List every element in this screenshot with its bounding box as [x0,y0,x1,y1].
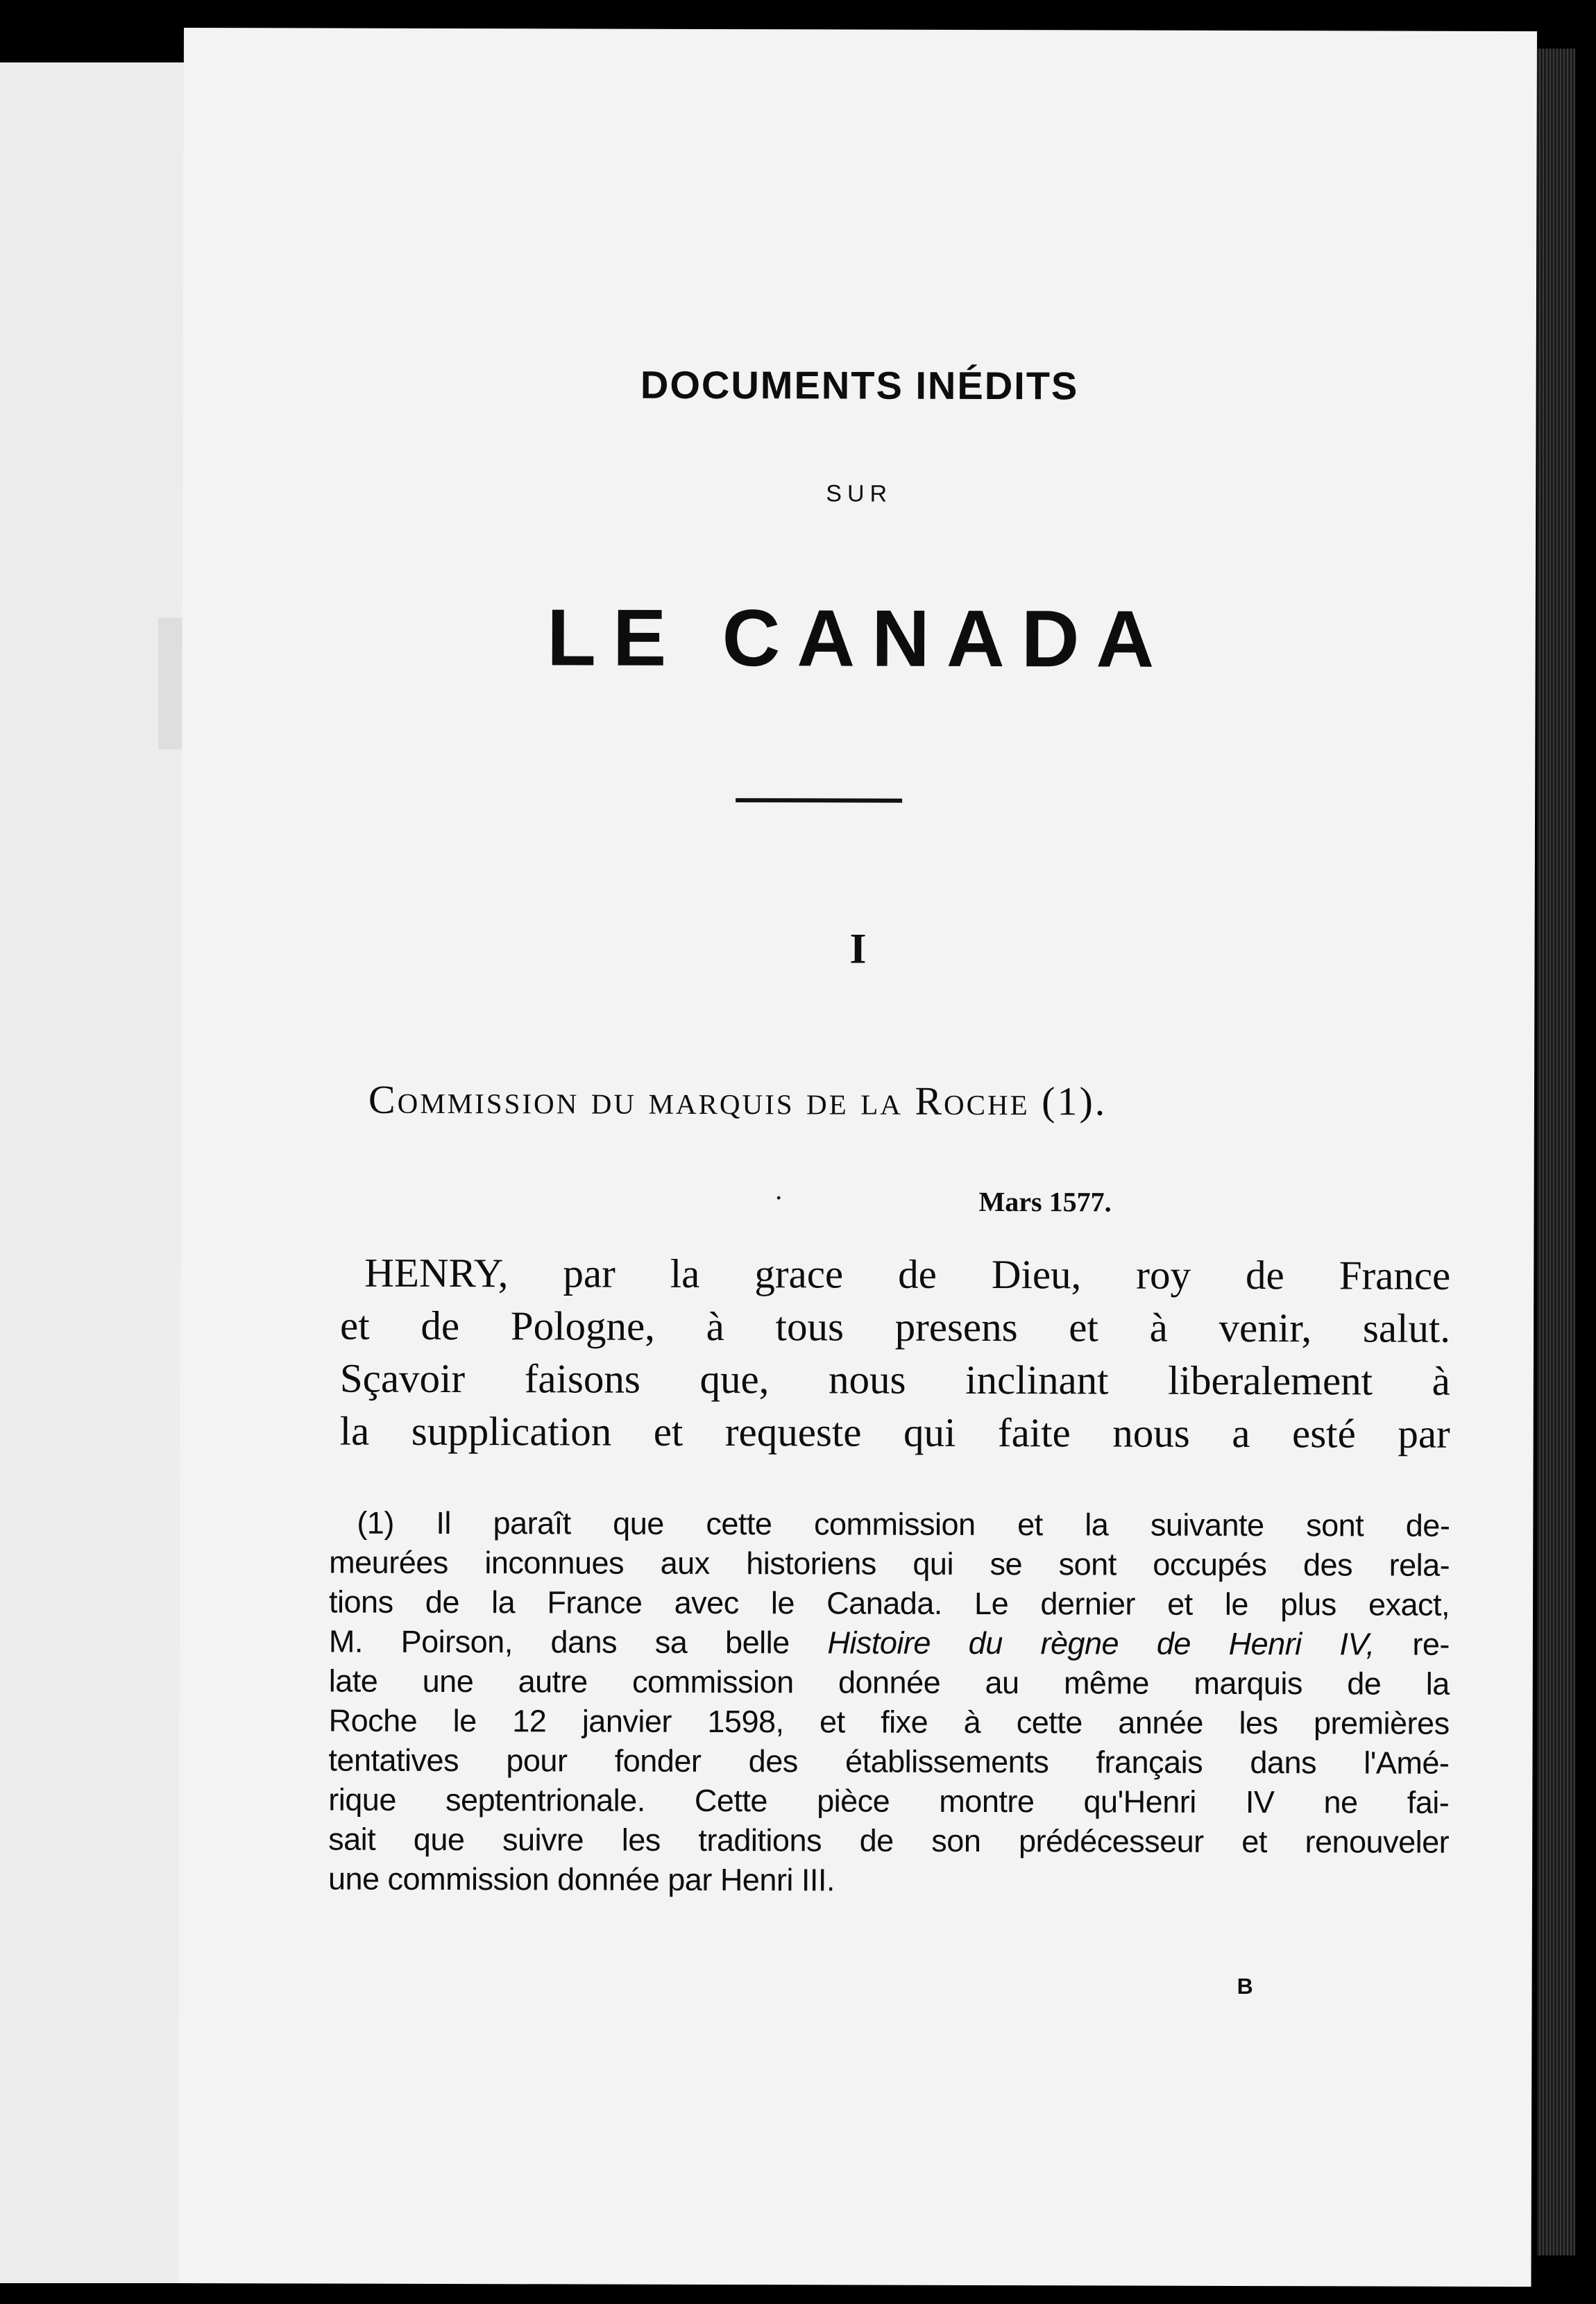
section-number: I [849,925,867,973]
header-sur: SUR [826,480,893,507]
footnote-text: re- [1412,1626,1450,1662]
section-date: Mars 1577. [978,1186,1112,1218]
footnote-line [329,1622,1450,1664]
footnote-line: sait que suivre les traditions de son prédécesseur et renouveler [328,1821,1450,1860]
body-text [340,1246,1451,1460]
footnote-line: late une autre commission donnée au même marquis de la [328,1663,1450,1702]
footnote-line: meurées inconnues aux historiens qui se sont occupés des rela- [329,1544,1450,1583]
footnote-line: une commission donnée par Henri III. [328,1861,835,1898]
signature-mark: B [1237,1973,1253,1999]
page-title: LE CANADA [546,592,1171,684]
body-line: et de Pologne, à tous presens et à venir, salut. [340,1302,1451,1351]
header-documents: DOCUMENTS INÉDITS [640,362,1079,408]
footnote-line: tentatives pour fonder des établissements français dans l'Amé- [328,1742,1450,1781]
title-rule [736,798,902,803]
footnote-line: tions de la France avec le Canada. Le dernier et le plus exact, [328,1584,1450,1623]
footnote-line: Roche le 12 janvier 1598, et fixe à cette année les premières [328,1702,1450,1741]
page-content [178,28,1537,2287]
footnote-line: (1) Il paraît que cette commission et la suivante sont de- [357,1505,1450,1543]
body-line: la supplication et requeste qui faite nous a esté par [339,1407,1450,1457]
footnote [328,1503,1450,1901]
body-line: Sçavoir faisons que, nous inclinant liberalement à [339,1355,1450,1404]
page-edge [1537,49,1575,2255]
footnote-book-title: Histoire du règne de Henri IV, [827,1625,1375,1662]
book-page [178,28,1537,2287]
stray-dot: · [774,1182,783,1214]
footnote-line: rique septentrionale. Cette pièce montre qu'Henri IV ne fai- [328,1781,1450,1820]
footnote-text: M. Poirson, dans sa belle [328,1623,790,1661]
facing-page-left [0,62,191,2283]
body-line: HENRY, par la grace de Dieu, roy de France [364,1249,1451,1298]
section-title: Commission du marquis de la Roche (1). [368,1076,1107,1124]
